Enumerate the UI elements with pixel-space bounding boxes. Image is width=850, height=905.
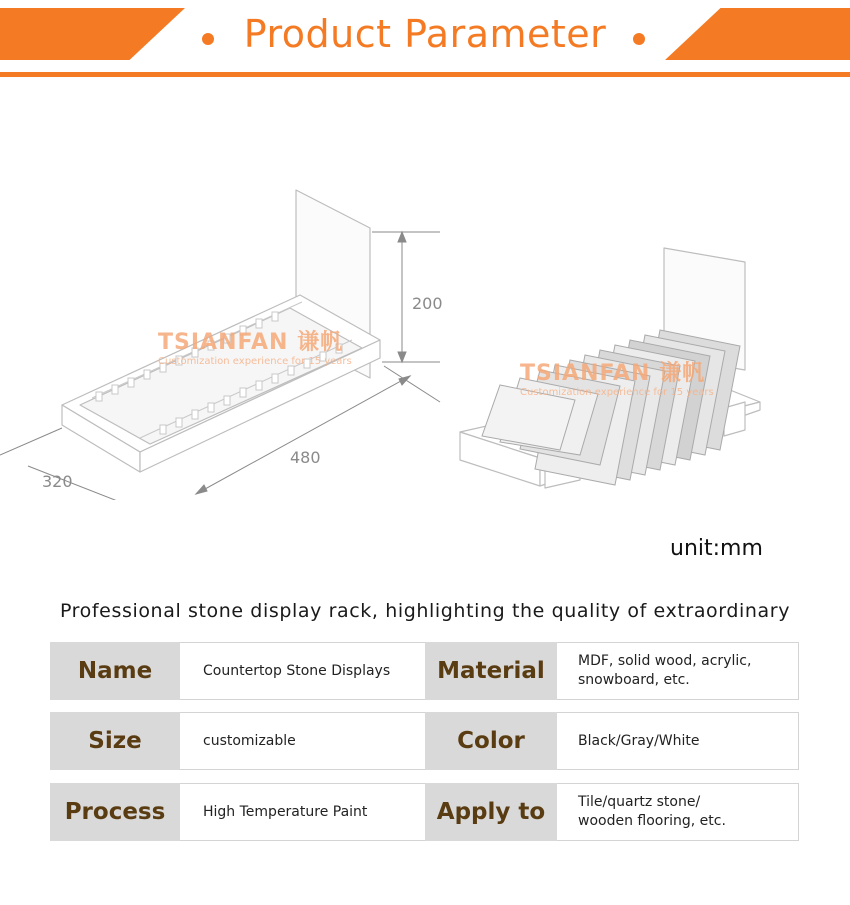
watermark-tagline: Customization experience for 15 years [158,356,352,367]
page-title: Product Parameter [243,12,607,56]
spec-value [557,712,799,770]
spec-value-line: Black/Gray/White [578,732,700,749]
spec-value-line: wooden flooring, etc. [578,813,726,829]
spec-label: Material [425,642,557,700]
unit-label: unit:mm [670,536,763,561]
spec-value [180,642,447,700]
length-dimension: 480 [290,448,321,467]
banner-left-wedge [0,8,185,60]
spec-value-line: Tile/quartz stone/ [578,794,701,810]
header-underline [0,72,850,77]
spec-label: Apply to [425,783,557,841]
header-banner [0,0,850,80]
spec-row [50,712,800,770]
height-dimension: 200 [412,294,443,313]
watermark-tagline: Customization experience for 15 years [520,387,714,398]
watermark-right [520,356,714,398]
watermark-brand: TSIANFAN 谦帆 [158,330,344,355]
depth-dimension: 320 [42,472,73,491]
spec-value-line: snowboard, etc. [578,672,690,688]
spec-value [180,712,447,770]
spec-value [557,642,799,700]
bullet-dot-left [202,33,214,45]
watermark-brand: TSIANFAN 谦帆 [520,361,706,386]
spec-value [557,783,799,841]
spec-value-text: customizable [203,732,296,749]
spec-label: Process [50,783,180,841]
spec-label: Color [425,712,557,770]
product-illustration [0,180,850,500]
spec-label: Name [50,642,180,700]
spec-value-text: Countertop Stone Displays [203,662,391,679]
spec-value [180,783,447,841]
spec-row [50,783,800,841]
spec-value-line: MDF, solid wood, acrylic, [578,653,752,669]
spec-value-text: High Temperature Paint [203,803,368,820]
rack-drawing [0,180,850,500]
headline: Professional stone display rack, highlighting the quality of extraordinary [59,600,791,622]
spec-label: Size [50,712,180,770]
spec-row [50,642,800,700]
watermark-left [158,325,352,367]
banner-right-wedge [665,8,850,60]
